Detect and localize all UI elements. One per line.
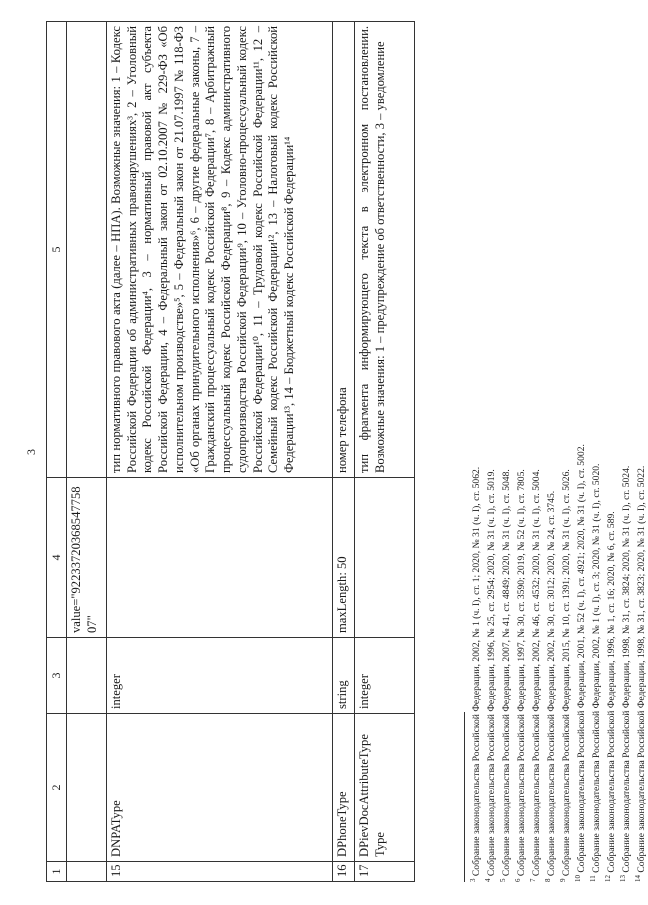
constraint: value="9223372036854775807" <box>67 478 107 638</box>
table-row <box>333 22 355 882</box>
header-cell: 4 <box>47 478 67 638</box>
description: тип нормативного правового акта (далее – НПА). Возможные значения: 1 – Кодекс Российской Федерации об административных правонарушениях³, 2 – Уголовный кодекс Российской Федерации⁴, 3 – нормативный правовой акт субъекта Российской Федерации, 4 – Федеральный закон от 02.10.2007 № 229-ФЗ «Об исполнительном производстве»⁵, 5 – Федеральный закон от 21.07.1997 № 118-ФЗ «Об органах принудительного исполнения»⁶, 6 – другие федеральные законы, 7 – Гражданский процессуальный кодекс Российской Федерации⁷, 8 – Арбитражный процессуальный кодекс Российской Федерации⁸, 9 – Кодекс административного судопроизводства Российской Федерации⁹, 10 – Уголовно-процессуальный кодекс Российской Федерации¹⁰, 11 – Трудовой кодекс Российской Федерации¹¹, 12 – Семейный кодекс Российской Федерации¹², 13 – Налоговый кодекс Российской Федерации¹³, 14 – Бюджетный кодекс Российской Федерации¹⁴ <box>107 22 333 478</box>
footnotes <box>468 22 648 882</box>
base-type: string <box>333 638 355 714</box>
footnotes-divider <box>464 712 465 882</box>
row-number <box>67 862 107 882</box>
footnote: $^{14}$ Собрание законодательства Российской Федерации, 1998, № 31, ст. 3823; 2020, № 31 (ч. I), ст. 5022. <box>633 465 648 882</box>
footnote: $^{11}$ Собрание законодательства Российской Федерации, 2002, № 1 (ч. I), ст. 3; 2020, № 31 (ч. I), ст. 5020. <box>588 463 603 882</box>
attribute-table <box>46 21 415 882</box>
table-row <box>355 22 415 882</box>
header-cell: 2 <box>47 714 67 862</box>
base-type: integer <box>107 638 333 714</box>
footnote: $^3$ Собрание законодательства Российской Федерации, 2002, № 1 (ч. I), ст. 1; 2020, № 31 (ч. I), ст. 5062. <box>469 466 483 882</box>
constraint <box>355 478 415 638</box>
header-cell: 5 <box>47 22 67 478</box>
description: номер телефона <box>333 22 355 478</box>
rotated-page-content <box>20 22 648 882</box>
page-number: 3 <box>24 449 38 455</box>
row-number: 16 <box>333 862 355 882</box>
type-name <box>67 714 107 862</box>
header-cell: 1 <box>47 862 67 882</box>
base-type: integer <box>355 638 415 714</box>
footnote: $^6$ Собрание законодательства Российской Федерации, 1997, № 30, ст. 3590; 2019, № 52 (ч. I), ст. 7805. <box>513 469 528 882</box>
table-row <box>107 22 333 882</box>
type-name: DPievDocAttributeType Type <box>355 714 415 862</box>
type-name: DNPAType <box>107 714 333 862</box>
base-type <box>67 638 107 714</box>
description: тип фрагмента информирующего текста в электронном постановлении. Возможные значения: 1 – предупреждение об ответственности, 3 – уведомление <box>355 22 415 478</box>
table-header-row <box>47 22 67 882</box>
description <box>67 22 107 478</box>
footnote: $^{13}$ Собрание законодательства Российской Федерации, 1998, № 31, ст. 3824; 2020, № 31 (ч. I), ст. 5024. <box>618 465 633 882</box>
footnote: $^4$ Собрание законодательства Российской Федерации, 1996, № 25, ст. 2954; 2020, № 31 (ч. I), ст. 5019. <box>483 469 498 882</box>
footnote: $^5$ Собрание законодательства Российской Федерации, 2007, № 41, ст. 4849; 2020, № 31 (ч. I), ст. 5048. <box>498 469 513 882</box>
footnote: $^{10}$ Собрание законодательства Российской Федерации, 2001, № 52 (ч. I), ст. 4921; 2020, № 31 (ч. I), ст. 5002. <box>573 444 588 882</box>
footnote: $^8$ Собрание законодательства Российской Федерации, 2002, № 30, ст. 3012; 2020, № 24, ст. 3745. <box>543 490 558 882</box>
footnote: $^7$ Собрание законодательства Российской Федерации, 2002, № 46, ст. 4532; 2020, № 31 (ч. I), ст. 5004. <box>528 469 543 882</box>
footnote: $^{12}$ Собрание законодательства Российской Федерации, 1996, № 1, ст. 16; 2020, № 6, ст. 589. <box>603 511 618 882</box>
header-cell: 3 <box>47 638 67 714</box>
footnote: $^9$ Собрание законодательства Российской Федерации, 2015, № 10, ст. 1391; 2020, № 31 (ч. I), ст. 5026. <box>558 469 573 882</box>
type-name: DPhoneType <box>333 714 355 862</box>
constraint: maxLength: 50 <box>333 478 355 638</box>
row-number: 17 <box>355 862 415 882</box>
constraint <box>107 478 333 638</box>
row-number: 15 <box>107 862 333 882</box>
table-row <box>67 22 107 882</box>
